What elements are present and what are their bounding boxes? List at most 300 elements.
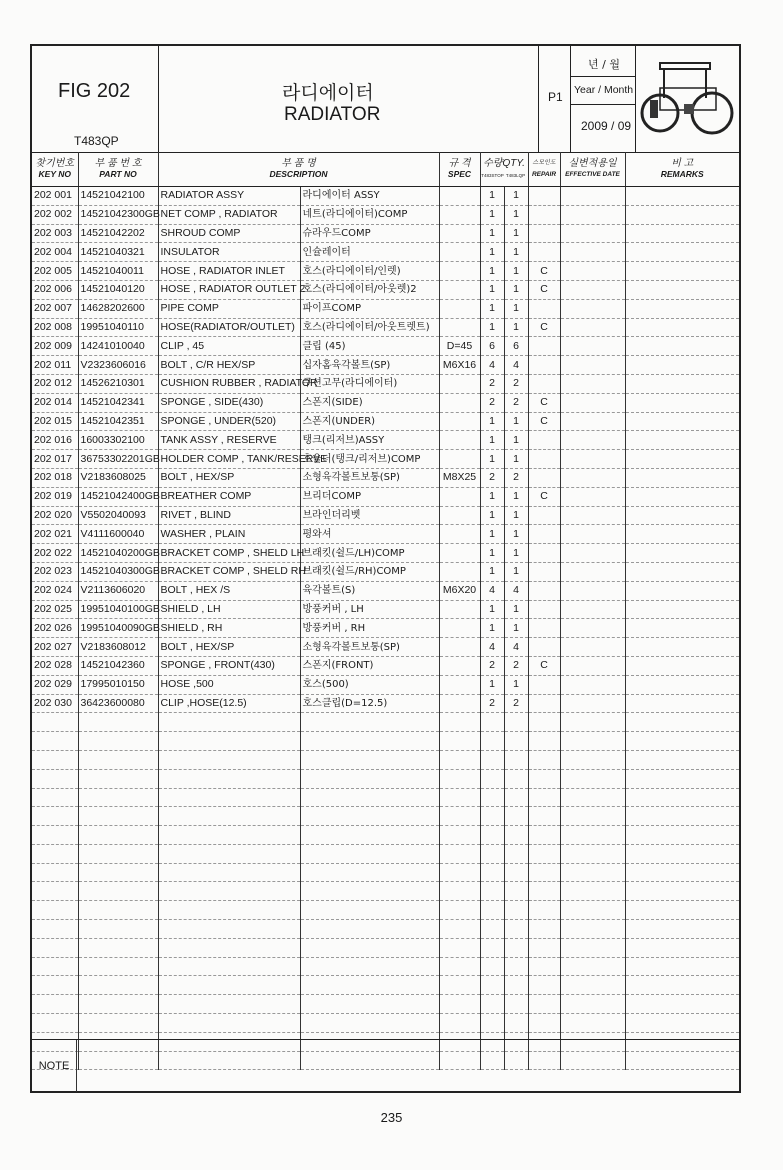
cell-description: RADIATOR ASSY [158,187,300,206]
blank-cell [560,920,625,939]
cell-description: BREATHER COMP [158,487,300,506]
cell-description: HOSE , RADIATOR OUTLET 2 [158,280,300,299]
blank-cell [158,976,300,995]
cell-remarks [625,600,739,619]
blank-cell [158,882,300,901]
cell-spec [439,600,480,619]
cell-remarks [625,562,739,581]
blank-cell [32,920,78,939]
cell-effective-date [560,393,625,412]
cell-effective-date [560,262,625,281]
cell-part-no: 14241010040 [78,337,158,356]
cell-effective-date [560,187,625,206]
table-row [32,224,739,243]
cell-part-no: 14521042341 [78,393,158,412]
cell-part-no: 17995010150 [78,675,158,694]
cell-repair [528,450,560,469]
cell-description: CUSHION RUBBER , RADIATOR [158,374,300,393]
cell-qty-a: 2 [480,374,504,393]
cell-qty-a: 2 [480,694,504,713]
cell-repair [528,525,560,544]
cell-description: BOLT , C/R HEX/SP [158,356,300,375]
cell-qty-a: 4 [480,581,504,600]
cell-description-kr: 호울더(탱크/리저브)COMP [300,450,439,469]
cell-remarks [625,393,739,412]
cell-qty-b: 1 [504,318,528,337]
blank-cell [480,938,504,957]
cell-key-no: 202 003 [32,224,78,243]
blank-cell [300,826,439,845]
cell-description: SPONGE , SIDE(430) [158,393,300,412]
cell-spec [439,318,480,337]
blank-row [32,995,739,1014]
blank-cell [439,769,480,788]
blank-cell [32,826,78,845]
cell-qty-a: 1 [480,506,504,525]
cell-spec [439,506,480,525]
cell-effective-date [560,525,625,544]
table-row [32,525,739,544]
cell-repair [528,506,560,525]
cell-qty-a: 2 [480,393,504,412]
cell-spec [439,638,480,657]
cell-qty-b: 1 [504,675,528,694]
cell-repair [528,299,560,318]
blank-cell [560,882,625,901]
blank-row [32,863,739,882]
cell-key-no: 202 008 [32,318,78,337]
blank-cell [78,920,158,939]
blank-cell [625,769,739,788]
cell-repair [528,205,560,224]
blank-cell [158,844,300,863]
cell-part-no: V5502040093 [78,506,158,525]
cell-description: WASHER , PLAIN [158,525,300,544]
blank-cell [32,995,78,1014]
blank-cell [560,750,625,769]
blank-row [32,901,739,920]
blank-cell [300,863,439,882]
cell-remarks [625,356,739,375]
cell-qty-b: 1 [504,487,528,506]
blank-cell [32,750,78,769]
cell-part-no: 14521042360 [78,656,158,675]
blank-cell [78,844,158,863]
blank-cell [439,1014,480,1033]
cell-qty-b: 1 [504,431,528,450]
cell-qty-a: 1 [480,562,504,581]
cell-description-kr: 파이프COMP [300,299,439,318]
cell-qty-b: 2 [504,374,528,393]
blank-cell [300,1014,439,1033]
cell-repair [528,694,560,713]
blank-cell [480,976,504,995]
col-effective-date: 실변적용일 EFFECTIVE DATE [560,152,625,187]
cell-spec [439,393,480,412]
cell-qty-b: 2 [504,468,528,487]
column-header-row [32,152,739,187]
blank-cell [300,732,439,751]
cell-remarks [625,544,739,563]
cell-qty-a: 6 [480,337,504,356]
blank-cell [480,957,504,976]
cell-spec [439,412,480,431]
blank-cell [625,882,739,901]
cell-description-kr: 호스(라디에이터/인렛) [300,262,439,281]
cell-description: BRACKET COMP , SHELD RH [158,562,300,581]
cell-description-kr: 소형육각볼트보통(SP) [300,468,439,487]
blank-cell [504,769,528,788]
cell-effective-date [560,205,625,224]
note-label: NOTE [32,1040,77,1092]
cell-part-no: 14526210301 [78,374,158,393]
cell-spec [439,299,480,318]
parts-table [32,152,739,1070]
blank-cell [32,863,78,882]
table-row [32,638,739,657]
cell-key-no: 202 002 [32,205,78,224]
cell-remarks [625,299,739,318]
table-row [32,431,739,450]
cell-part-no: V4111600040 [78,525,158,544]
blank-cell [158,920,300,939]
cell-remarks [625,656,739,675]
table-row [32,262,739,281]
cell-part-no: 14521040321 [78,243,158,262]
cell-spec: M6X20 [439,581,480,600]
blank-cell [560,1014,625,1033]
cell-description-kr: 탱크(리저브)ASSY [300,431,439,450]
blank-cell [528,750,560,769]
blank-cell [504,713,528,732]
cell-repair [528,600,560,619]
cell-remarks [625,675,739,694]
blank-cell [480,863,504,882]
cell-remarks [625,205,739,224]
cell-part-no: 14521042100 [78,187,158,206]
cell-part-no: 36753302201GB [78,450,158,469]
cell-repair [528,356,560,375]
table-row [32,243,739,262]
blank-row [32,1014,739,1033]
cell-key-no: 202 012 [32,374,78,393]
cell-spec [439,675,480,694]
cell-remarks [625,487,739,506]
cell-part-no: V2183608025 [78,468,158,487]
blank-cell [560,713,625,732]
blank-cell [300,938,439,957]
blank-cell [300,750,439,769]
col-repair: 스모인도 REPAIR [528,152,560,187]
cell-spec [439,431,480,450]
cell-repair [528,675,560,694]
cell-key-no: 202 028 [32,656,78,675]
cell-qty-a: 1 [480,299,504,318]
blank-cell [78,826,158,845]
cell-effective-date [560,356,625,375]
blank-row [32,750,739,769]
table-row [32,450,739,469]
cell-part-no: 14521040120 [78,280,158,299]
cell-key-no: 202 014 [32,393,78,412]
cell-qty-a: 1 [480,431,504,450]
cell-description: HOSE , RADIATOR INLET [158,262,300,281]
blank-cell [480,769,504,788]
cell-repair [528,224,560,243]
cell-qty-a: 1 [480,675,504,694]
blank-cell [300,769,439,788]
cell-qty-a: 1 [480,619,504,638]
cell-description-kr: 슈라우드COMP [300,224,439,243]
blank-cell [625,863,739,882]
cell-remarks [625,280,739,299]
blank-cell [78,769,158,788]
cell-description-kr: 브리더COMP [300,487,439,506]
cell-part-no: 36423600080 [78,694,158,713]
cell-part-no: 16003302100 [78,431,158,450]
blank-cell [300,788,439,807]
blank-cell [158,995,300,1014]
blank-cell [78,713,158,732]
cell-description: HOSE(RADIATOR/OUTLET) [158,318,300,337]
cell-description: TANK ASSY , RESERVE [158,431,300,450]
cell-spec [439,280,480,299]
cell-effective-date [560,638,625,657]
cell-key-no: 202 027 [32,638,78,657]
table-row [32,205,739,224]
cell-remarks [625,318,739,337]
cell-effective-date [560,243,625,262]
table-row [32,280,739,299]
col-spec: 규 격 SPEC [439,152,480,187]
cell-qty-b: 1 [504,224,528,243]
cell-effective-date [560,506,625,525]
cell-remarks [625,619,739,638]
table-row [32,356,739,375]
cell-qty-a: 2 [480,656,504,675]
cell-repair [528,638,560,657]
table-row [32,562,739,581]
blank-cell [625,938,739,957]
blank-cell [439,995,480,1014]
cell-repair [528,581,560,600]
cell-key-no: 202 016 [32,431,78,450]
blank-cell [300,807,439,826]
cell-effective-date [560,431,625,450]
cell-key-no: 202 025 [32,600,78,619]
cell-repair: C [528,656,560,675]
blank-cell [300,957,439,976]
tractor-icon [640,58,736,136]
cell-description: PIPE COMP [158,299,300,318]
cell-description-kr: 쿠션고무(라디에이터) [300,374,439,393]
cell-effective-date [560,450,625,469]
table-row [32,468,739,487]
cell-key-no: 202 019 [32,487,78,506]
cell-description: SHIELD , RH [158,619,300,638]
cell-key-no: 202 017 [32,450,78,469]
blank-cell [480,882,504,901]
cell-effective-date [560,544,625,563]
cell-key-no: 202 004 [32,243,78,262]
blank-cell [480,788,504,807]
blank-cell [528,807,560,826]
cell-repair [528,619,560,638]
cell-description: INSULATOR [158,243,300,262]
blank-cell [528,863,560,882]
col-remarks: 비 고 REMARKS [625,152,739,187]
blank-cell [78,807,158,826]
cell-repair [528,243,560,262]
cell-qty-b: 1 [504,243,528,262]
cell-description: HOSE ,500 [158,675,300,694]
blank-cell [158,957,300,976]
cell-effective-date [560,318,625,337]
blank-cell [32,769,78,788]
cell-key-no: 202 023 [32,562,78,581]
cell-repair: C [528,280,560,299]
cell-spec [439,450,480,469]
cell-remarks [625,581,739,600]
blank-cell [625,788,739,807]
cell-description-kr: 클립 (45) [300,337,439,356]
cell-qty-b: 6 [504,337,528,356]
cell-qty-a: 1 [480,412,504,431]
cell-qty-b: 1 [504,450,528,469]
blank-cell [528,901,560,920]
cell-effective-date [560,581,625,600]
cell-repair: C [528,393,560,412]
blank-cell [625,732,739,751]
blank-cell [504,788,528,807]
cell-description: SHIELD , LH [158,600,300,619]
blank-cell [528,995,560,1014]
cell-qty-a: 2 [480,468,504,487]
blank-cell [32,976,78,995]
table-row [32,619,739,638]
cell-key-no: 202 007 [32,299,78,318]
cell-remarks [625,412,739,431]
cell-qty-a: 1 [480,224,504,243]
table-row [32,581,739,600]
blank-cell [560,938,625,957]
cell-part-no: 14521042351 [78,412,158,431]
cell-remarks [625,525,739,544]
blank-cell [504,732,528,751]
cell-spec [439,619,480,638]
cell-repair [528,562,560,581]
table-row [32,393,739,412]
blank-cell [158,863,300,882]
col-qty: 수량QTY. T483STOP T483LQP [480,152,528,187]
blank-cell [528,938,560,957]
blank-row [32,807,739,826]
cell-part-no: 14521040011 [78,262,158,281]
blank-cell [560,732,625,751]
cell-key-no: 202 005 [32,262,78,281]
blank-cell [480,920,504,939]
cell-key-no: 202 030 [32,694,78,713]
table-row [32,187,739,206]
blank-cell [158,938,300,957]
table-row [32,675,739,694]
cell-key-no: 202 020 [32,506,78,525]
blank-cell [528,788,560,807]
blank-cell [504,863,528,882]
blank-cell [528,957,560,976]
cell-part-no: V2183608012 [78,638,158,657]
cell-key-no: 202 029 [32,675,78,694]
title-korean: 라디에이터 [282,82,374,104]
blank-cell [78,788,158,807]
blank-cell [439,788,480,807]
blank-cell [625,807,739,826]
table-row [32,299,739,318]
cell-effective-date [560,412,625,431]
cell-qty-b: 1 [504,544,528,563]
blank-cell [300,882,439,901]
cell-effective-date [560,280,625,299]
blank-cell [78,976,158,995]
blank-cell [504,938,528,957]
blank-cell [439,882,480,901]
blank-cell [480,1014,504,1033]
cell-spec [439,224,480,243]
blank-cell [158,713,300,732]
cell-part-no: V2323606016 [78,356,158,375]
blank-cell [439,901,480,920]
cell-repair [528,468,560,487]
blank-cell [78,901,158,920]
cell-description-kr: 네트(라디에이터)COMP [300,205,439,224]
blank-cell [300,713,439,732]
cell-description-kr: 스폰지(UNDER) [300,412,439,431]
cell-effective-date [560,562,625,581]
blank-cell [32,807,78,826]
blank-cell [78,1014,158,1033]
blank-row [32,938,739,957]
note-section [32,1039,739,1092]
blank-cell [32,882,78,901]
cell-remarks [625,224,739,243]
col-description: 부 품 명 DESCRIPTION [158,152,439,187]
table-row [32,656,739,675]
blank-cell [439,920,480,939]
cell-spec: M8X25 [439,468,480,487]
cell-spec: M6X16 [439,356,480,375]
blank-cell [300,844,439,863]
cell-description-kr: 방풍커버 , LH [300,600,439,619]
blank-cell [300,976,439,995]
blank-cell [560,788,625,807]
blank-cell [625,1014,739,1033]
cell-description: HOLDER COMP , TANK/RESERVE [158,450,300,469]
cell-effective-date [560,374,625,393]
cell-qty-a: 1 [480,205,504,224]
cell-key-no: 202 015 [32,412,78,431]
cell-description-kr: 호스(라디에이터/아웃트렛트) [300,318,439,337]
blank-cell [158,750,300,769]
cell-spec [439,656,480,675]
cell-description-kr: 십자홈육각볼트(SP) [300,356,439,375]
blank-cell [300,920,439,939]
cell-qty-b: 1 [504,187,528,206]
blank-cell [78,732,158,751]
blank-row [32,920,739,939]
cell-part-no: 14521042300GB [78,205,158,224]
cell-spec [439,243,480,262]
cell-key-no: 202 001 [32,187,78,206]
